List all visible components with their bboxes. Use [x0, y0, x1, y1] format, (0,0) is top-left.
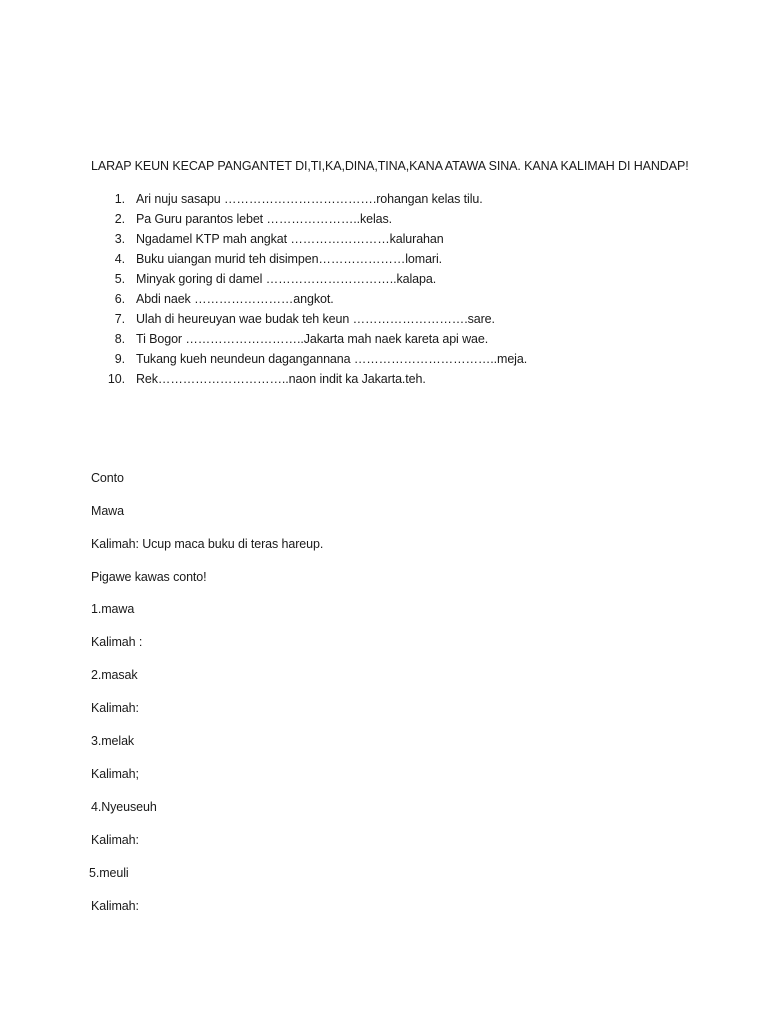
item-number: 9.	[114, 352, 125, 366]
task-answer-label: Kalimah:	[91, 899, 139, 913]
task-word: 2.masak	[91, 668, 138, 682]
item-text: Ulah di heureuyan wae budak teh keun ……………………….sare.	[136, 312, 495, 326]
item-number: 6.	[114, 292, 125, 306]
item-number: 4.	[114, 252, 125, 266]
task-instruction: Pigawe kawas conto!	[91, 570, 207, 584]
task-word: 4.Nyeuseuh	[91, 800, 157, 814]
item-text: Ti Bogor ………………………..Jakarta mah naek kareta api wae.	[136, 332, 489, 346]
task-answer-label: Kalimah:	[91, 701, 139, 715]
task-answer-label: Kalimah;	[91, 767, 139, 781]
item-number: 10.	[107, 372, 125, 386]
example-sentence: Kalimah: Ucup maca buku di teras hareup.	[91, 537, 324, 551]
example-label: Conto	[91, 471, 124, 485]
item-text: Minyak goring di damel …………………………..kalapa.	[136, 272, 437, 286]
task-answer-label: Kalimah :	[91, 635, 143, 649]
example-word: Mawa	[91, 504, 124, 518]
item-text: Abdi naek ……………………angkot.	[136, 292, 334, 306]
item-text: Rek…………………………..naon indit ka Jakarta.teh.	[136, 372, 426, 386]
item-text: Ngadamel KTP mah angkat ……………………kalurahan	[136, 232, 444, 246]
item-number: 1.	[114, 192, 125, 206]
item-number: 7.	[114, 312, 125, 326]
item-text: Ari nuju sasapu ……………………………….rohangan kelas tilu.	[136, 192, 483, 206]
item-number: 8.	[114, 332, 125, 346]
item-number: 2.	[114, 212, 125, 226]
task-word: 5.meuli	[89, 866, 129, 880]
item-number: 3.	[114, 232, 125, 246]
task-word: 1.mawa	[91, 602, 135, 616]
item-text: Pa Guru parantos lebet …………………..kelas.	[136, 212, 393, 226]
task-word: 3.melak	[91, 734, 135, 748]
instruction-heading: LARAP KEUN KECAP PANGANTET DI,TI,KA,DINA,TINA,KANA ATAWA SINA. KANA KALIMAH DI HANDAP!	[91, 159, 689, 173]
item-number: 5.	[114, 272, 125, 286]
task-answer-label: Kalimah:	[91, 833, 139, 847]
item-text: Tukang kueh neundeun dagangannana ……………………………..meja.	[136, 352, 528, 366]
item-text: Buku uiangan murid teh disimpen…………………lomari.	[136, 252, 443, 266]
